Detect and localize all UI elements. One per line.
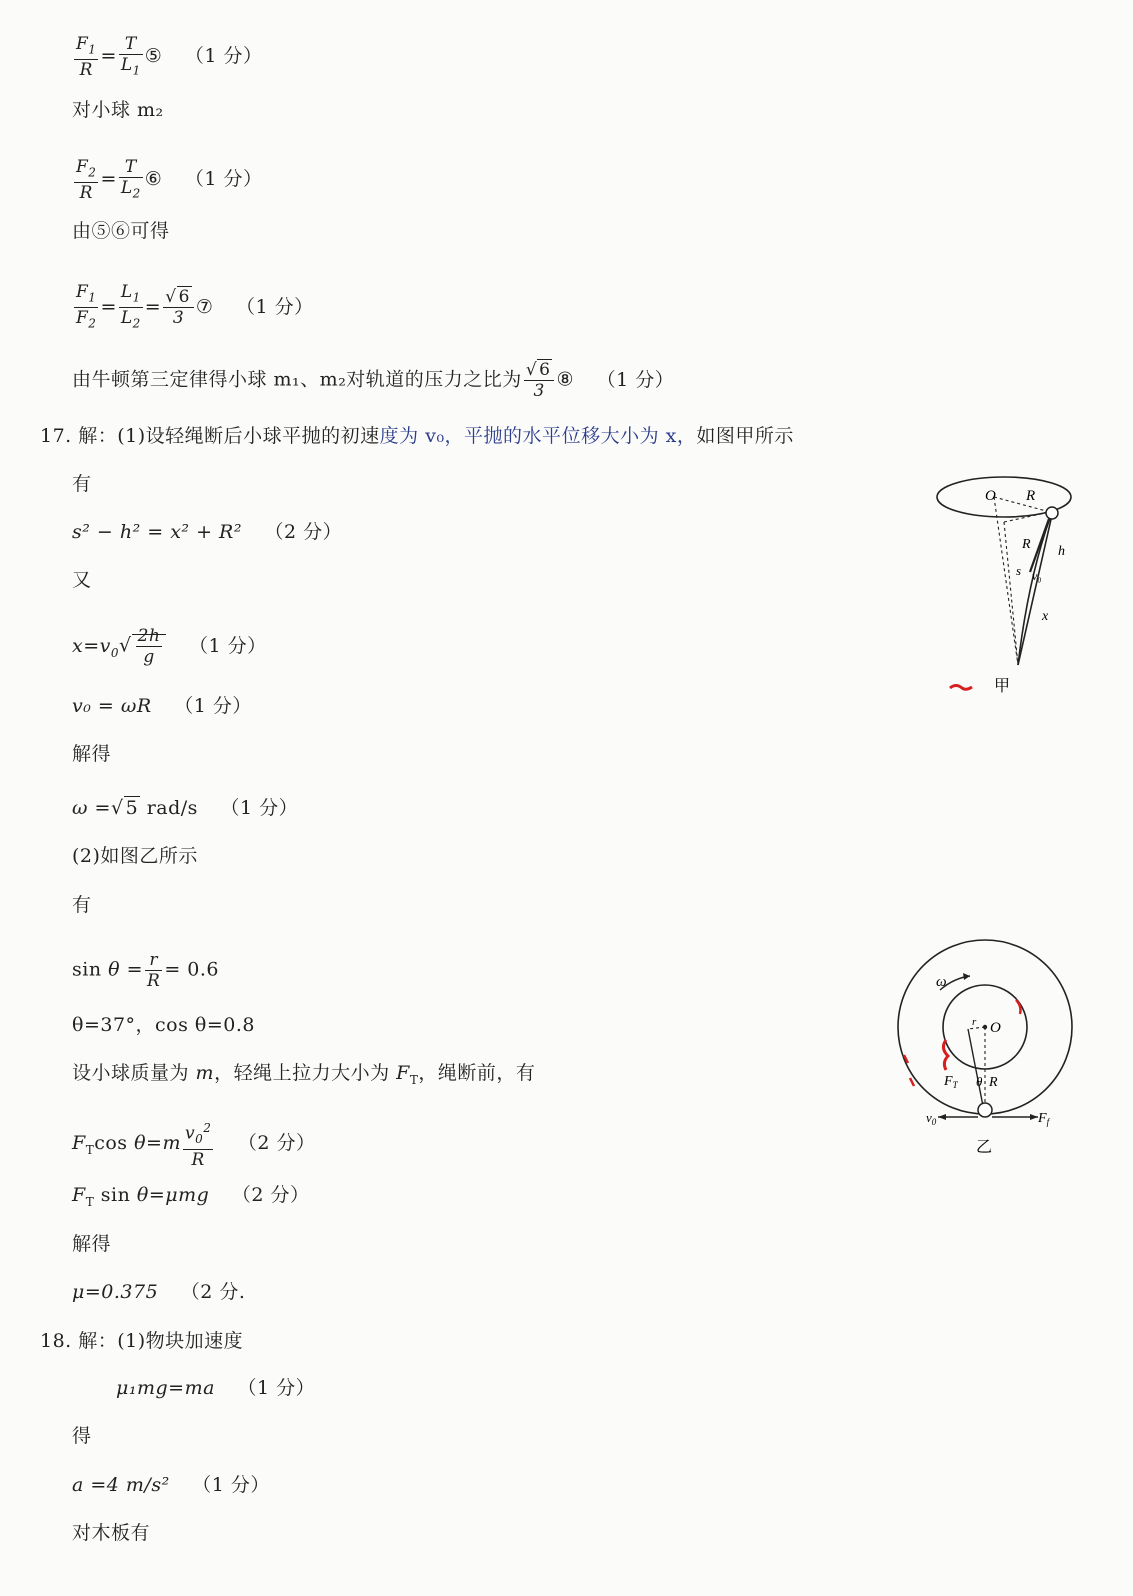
points-label: （1 分） xyxy=(188,634,267,657)
eq-marker-7: ⑦ xyxy=(195,295,214,318)
equation-line xyxy=(72,520,342,544)
equation-text: a =4 m/s² xyxy=(72,1474,170,1496)
text-line: 解得 xyxy=(72,743,112,765)
question-17-heading xyxy=(40,424,794,448)
equation-text: v₀ = ωR xyxy=(72,695,152,717)
text-line: 对木板有 xyxy=(72,1522,151,1544)
text-line: 得 xyxy=(72,1425,92,1447)
dashed-line xyxy=(1004,522,1018,665)
text-line: 对小球 m₂ xyxy=(72,99,164,121)
text-span: 如图甲所示 xyxy=(696,425,794,447)
equation-line: $F_T\cos$ θ=m $\frac{v_0^2}{R}$ （2 分） xyxy=(72,1118,316,1170)
red-mark xyxy=(950,686,972,690)
points-label: （1 分） xyxy=(237,1377,316,1399)
points-label: （1 分） xyxy=(596,368,675,391)
label-h: h xyxy=(1058,544,1065,559)
text-line: 由⑤⑥可得 xyxy=(72,220,170,242)
ball xyxy=(978,1103,992,1117)
eq-marker-5: ⑤ xyxy=(144,45,163,68)
radius-line xyxy=(994,497,1050,512)
label-R: R xyxy=(989,1075,998,1090)
points-label: （1 分） xyxy=(192,1474,270,1496)
points-label: （1 分） xyxy=(235,295,314,318)
equation-line: θ=37°，cos θ=0.8 xyxy=(72,1014,255,1036)
points-label: （2 分） xyxy=(237,1132,316,1155)
text-line: 由牛顿第三定律得小球 m₁、m₂对轨道的压力之比为 xyxy=(72,368,522,391)
equation-line-5: $\frac{F_1}{R}$ = $\frac{T}{L_1}$ ⑤ （1 分） xyxy=(76,34,263,81)
label-O: O xyxy=(985,488,996,504)
label-s: s xyxy=(1016,563,1022,578)
caption-yi: 乙 xyxy=(976,1139,993,1156)
equation-line xyxy=(116,1376,315,1400)
equation-line xyxy=(72,1280,245,1304)
points-label: （1 分） xyxy=(220,797,299,819)
highlight-text: 度为 v₀，平抛的水平位移大小为 x， xyxy=(379,425,697,447)
points-label: （1 分） xyxy=(184,168,263,191)
equation-line: $x=v_0√$ $\frac{2h}{g}$ （1 分） xyxy=(72,626,267,667)
equation-line-7: $\frac{F_1}{F_2}$ = $\frac{L_1}{L_2}$ = $\frac{√ 6}{3}$ ⑦ （1 分） xyxy=(76,282,314,331)
points-label: （1 分） xyxy=(184,45,263,68)
text-span: 17. 解：(1)设轻绳断后小球平抛的初速 xyxy=(40,425,380,447)
text-line: (2)如图乙所示 xyxy=(72,845,198,867)
rope xyxy=(968,1029,983,1106)
text-line: 有 xyxy=(72,894,92,916)
equation-text: = 0.6 xyxy=(164,958,220,981)
equation-line xyxy=(72,694,252,718)
label-omega: ω xyxy=(936,974,947,990)
text-line: 又 xyxy=(72,569,92,591)
label-R: R xyxy=(1022,537,1031,552)
eq-marker-8: ⑧ xyxy=(556,368,575,391)
equation-text: μ=0.375 xyxy=(72,1281,159,1303)
eq-marker-6: ⑥ xyxy=(144,168,163,191)
label-v0: v₀ xyxy=(1032,569,1042,583)
label-Ff: $F_f$ xyxy=(1038,1111,1050,1127)
arrow-head xyxy=(963,973,970,980)
points-label: （1 分） xyxy=(174,695,252,717)
newton-third-law-line: 由牛顿第三定律得小球 m₁、m₂对轨道的压力之比为 $\frac{√ 6}{3}$ ⑧ （1 分） xyxy=(72,360,675,401)
text-line: 有 xyxy=(72,473,92,495)
points-label: （2 分） xyxy=(231,1184,310,1206)
label-O: O xyxy=(990,1020,1001,1036)
label-v0: $v_0$ xyxy=(926,1110,937,1127)
question-18-heading: 18. 解：(1)物块加速度 xyxy=(40,1330,244,1352)
text-line: 解得 xyxy=(72,1233,112,1255)
equation-line-6: $\frac{F_2}{R}$ = $\frac{T}{L_2}$ ⑥ （1 分） xyxy=(76,157,263,204)
label-FT: $F_T$ xyxy=(944,1074,958,1090)
points-label: （2 分. xyxy=(180,1281,246,1303)
red-mark xyxy=(1016,1000,1021,1014)
equation-text: s² − h² = x² + R² xyxy=(72,521,242,543)
equation-text: μ₁mg=ma xyxy=(116,1377,215,1399)
axis-dashed xyxy=(994,497,1018,665)
equation-line: ω =√ 5 rad/s （1 分） xyxy=(72,797,299,819)
equation-line xyxy=(72,1473,270,1497)
arrow-head xyxy=(938,1114,946,1120)
figure-jia xyxy=(930,470,1080,700)
arrow-head xyxy=(1030,1114,1038,1120)
figure-yi xyxy=(888,930,1088,1160)
equation-line: $F_T$ sin θ=μmg （2 分） xyxy=(72,1184,310,1209)
r-line xyxy=(968,1027,985,1029)
label-r: r xyxy=(972,1016,977,1028)
label-R: R xyxy=(1026,488,1036,504)
label-x: x xyxy=(1042,609,1049,624)
equation-line: sin θ = $\frac{r}{R}$ = 0.6 xyxy=(72,950,220,991)
ball xyxy=(1046,507,1058,519)
label-theta: θ xyxy=(976,1074,983,1089)
points-label: （2 分） xyxy=(264,521,343,543)
v0-arrow xyxy=(1030,516,1050,572)
caption-jia: 甲 xyxy=(994,678,1011,695)
text-line: 设小球质量为 m，轻绳上拉力大小为 $F_T$，绳断前，有 xyxy=(72,1062,536,1087)
